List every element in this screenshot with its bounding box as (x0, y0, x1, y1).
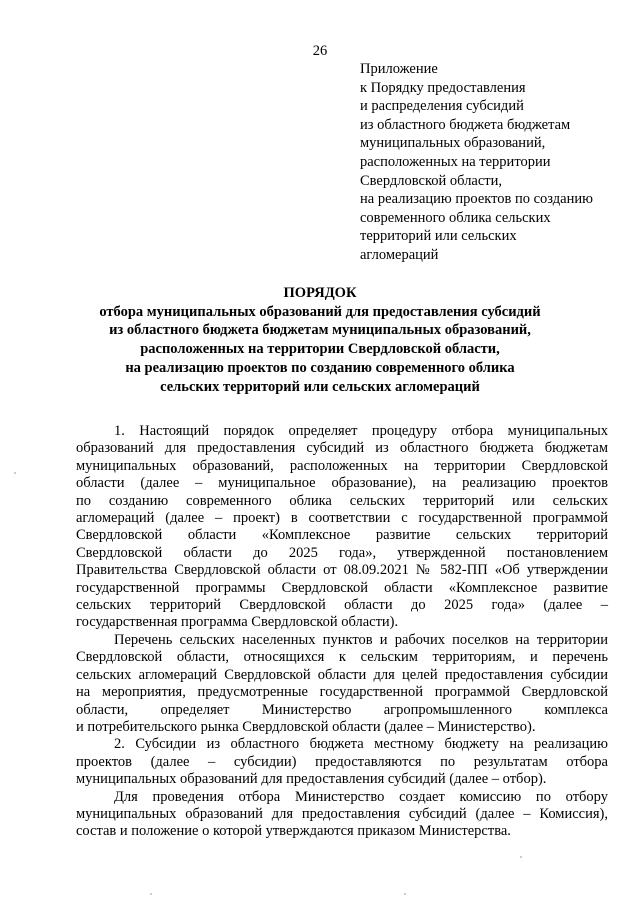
appendix-line: на реализацию проектов по созданию (360, 191, 593, 208)
appendix-line: и распределения субсидий (360, 98, 524, 115)
text-line: государственной программы Свердловской области «Комплексное развитие (76, 579, 608, 596)
scan-speck (150, 893, 152, 895)
appendix-line: к Порядку предоставления (360, 79, 526, 96)
title-heading: ПОРЯДОК (283, 285, 357, 301)
text-line: Для проведения отбора Министерство создает комиссию по отбору (114, 788, 608, 805)
text-line: состав и положение о которой утверждаются приказом Министерства. (76, 823, 511, 840)
paragraph-3 (76, 736, 608, 788)
text-line: агломераций (далее – проект) в соответствии с государственной программой (76, 510, 608, 527)
appendix-line: Приложение (360, 61, 438, 77)
text-line: области (далее – муниципальное образование), на реализацию проектов (76, 475, 608, 492)
scan-speck (14, 472, 16, 474)
title-subtitle-line: на реализацию проектов по созданию современного облика (125, 359, 515, 376)
text-line: муниципальных образований для предоставления субсидий (далее – отбор). (76, 771, 547, 788)
document-title (0, 284, 640, 396)
text-line: Свердловской области, относящихся к сельским территориям, и перечень (76, 649, 608, 666)
text-line: по созданию современного облика сельских территорий или сельских (76, 492, 608, 509)
title-subtitle-line: сельских территорий или сельских агломераций (160, 378, 480, 395)
text-line: сельских территорий Свердловской области до 2025 года» (далее – (76, 597, 608, 614)
title-subtitle-line: расположенных на территории Свердловской области, (140, 341, 500, 358)
text-line: муниципальных образований, расположенных на территории Свердловской (76, 457, 608, 474)
appendix-line: муниципальных образований, (360, 135, 546, 152)
title-subtitle-line: из областного бюджета бюджетам муниципальных образований, (109, 322, 531, 339)
scan-speck (520, 856, 522, 858)
text-line: сельских агломераций Свердловской области для целей предоставления субсидии (76, 666, 608, 683)
appendix-note (360, 60, 630, 265)
text-line: Свердловской области «Комплексное развитие сельских территорий (76, 527, 608, 544)
text-line: государственная программа Свердловской области). (76, 614, 399, 631)
paragraph-2 (76, 632, 608, 736)
text-line: образований для предоставления субсидий из областного бюджета бюджетам (76, 440, 608, 457)
text-line: муниципальных образований для предоставления субсидий (далее – Комиссия), (76, 805, 608, 822)
text-line: 1. Настоящий порядок определяет процедуру отбора муниципальных (114, 423, 608, 439)
text-line: проектов (далее – субсидии) предоставляются по результатам отбора (76, 753, 608, 770)
paragraph-4 (76, 789, 608, 841)
page-number: 26 (312, 43, 328, 59)
text-line: Перечень сельских населенных пунктов и рабочих поселков на территории (114, 631, 608, 648)
paragraph-1 (76, 423, 608, 632)
text-line: и потребительского рынка Свердловской области (далее – Министерство). (76, 718, 536, 735)
text-line: на мероприятия, предусмотренные государственной программой Свердловской (76, 684, 608, 701)
appendix-line: современного облика сельских (360, 209, 551, 226)
text-line: Свердловской области до 2025 года», утвержденной постановлением (76, 544, 608, 561)
appendix-line: из областного бюджета бюджетам (360, 116, 571, 133)
appendix-line: расположенных на территории (360, 153, 551, 170)
scan-speck (404, 893, 406, 895)
text-line: 2. Субсидии из областного бюджета местному бюджету на реализацию (114, 736, 608, 753)
text-line: Правительства Свердловской области от 08.09.2021 № 582-ПП «Об утверждении (76, 562, 608, 579)
text-line: области, определяет Министерство агропромышленного комплекса (76, 701, 608, 718)
document-body (76, 423, 608, 841)
title-subtitle-line: отбора муниципальных образований для предоставления субсидий (99, 303, 541, 320)
appendix-line: территорий или сельских (360, 228, 517, 245)
appendix-line: агломераций (360, 246, 439, 263)
appendix-line: Свердловской области, (360, 172, 503, 189)
